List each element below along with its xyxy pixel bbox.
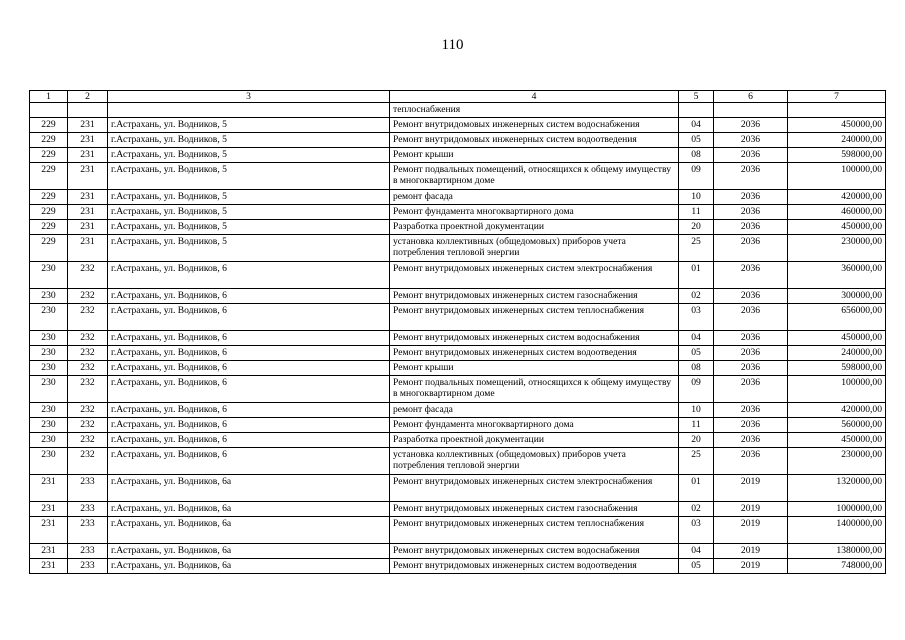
table-row xyxy=(30,361,886,376)
work-code-cell: 20 xyxy=(679,220,714,235)
row-number: 231 xyxy=(30,475,68,502)
table-row xyxy=(30,235,886,262)
address-cell: г.Астрахань, ул. Водников, 6 xyxy=(108,433,390,448)
work-type-cell: установка коллективных (общедомовых) приборов учета потребления тепловой энергии xyxy=(390,448,679,475)
row-number: 231 xyxy=(30,502,68,517)
object-id: 233 xyxy=(68,475,108,502)
year-cell: 2036 xyxy=(714,418,788,433)
cost-cell: 748000,00 xyxy=(788,559,886,574)
cost-cell: 1320000,00 xyxy=(788,475,886,502)
table-row xyxy=(30,289,886,304)
year-cell: 2036 xyxy=(714,289,788,304)
row-number: 229 xyxy=(30,220,68,235)
address-cell: г.Астрахань, ул. Водников, 6 xyxy=(108,331,390,346)
row-number: 230 xyxy=(30,376,68,403)
cost-cell: 360000,00 xyxy=(788,262,886,289)
year-cell: 2036 xyxy=(714,205,788,220)
year-cell: 2036 xyxy=(714,163,788,190)
table-row xyxy=(30,544,886,559)
object-id: 232 xyxy=(68,289,108,304)
work-type-cell: Ремонт внутридомовых инженерных систем газоснабжения xyxy=(390,289,679,304)
work-type-cell: Ремонт крыши xyxy=(390,148,679,163)
row-number: 230 xyxy=(30,361,68,376)
address-cell: г.Астрахань, ул. Водников, 6а xyxy=(108,544,390,559)
object-id: 233 xyxy=(68,517,108,544)
address-cell: г.Астрахань, ул. Водников, 6а xyxy=(108,475,390,502)
work-type-cell: Ремонт внутридомовых инженерных систем водоотведения xyxy=(390,133,679,148)
row-number: 231 xyxy=(30,517,68,544)
work-code-cell: 03 xyxy=(679,304,714,331)
row-number: 230 xyxy=(30,289,68,304)
cost-cell: 598000,00 xyxy=(788,148,886,163)
work-type-cell: Ремонт внутридомовых инженерных систем водоснабжения xyxy=(390,544,679,559)
continuation-row xyxy=(30,103,886,118)
object-id: 232 xyxy=(68,376,108,403)
table-row xyxy=(30,502,886,517)
row-number: 230 xyxy=(30,403,68,418)
address-cell: г.Астрахань, ул. Водников, 6а xyxy=(108,559,390,574)
cost-cell: 450000,00 xyxy=(788,118,886,133)
cost-cell: 460000,00 xyxy=(788,205,886,220)
address-cell: г.Астрахань, ул. Водников, 6 xyxy=(108,448,390,475)
object-id: 232 xyxy=(68,361,108,376)
column-header: 1 xyxy=(30,91,68,103)
table-row xyxy=(30,475,886,502)
row-number: 230 xyxy=(30,418,68,433)
row-number: 229 xyxy=(30,163,68,190)
table-row xyxy=(30,220,886,235)
table-row xyxy=(30,118,886,133)
object-id: 232 xyxy=(68,433,108,448)
address-cell: г.Астрахань, ул. Водников, 5 xyxy=(108,220,390,235)
object-id: 231 xyxy=(68,163,108,190)
table-row xyxy=(30,148,886,163)
table-row xyxy=(30,205,886,220)
work-code-cell: 04 xyxy=(679,331,714,346)
work-code-cell: 04 xyxy=(679,544,714,559)
address-cell: г.Астрахань, ул. Водников, 6 xyxy=(108,376,390,403)
object-id: 232 xyxy=(68,403,108,418)
work-type-cell: ремонт фасада xyxy=(390,403,679,418)
year-cell: 2019 xyxy=(714,517,788,544)
address-cell: г.Астрахань, ул. Водников, 5 xyxy=(108,133,390,148)
year-cell: 2036 xyxy=(714,361,788,376)
cost-cell: 560000,00 xyxy=(788,418,886,433)
address-cell: г.Астрахань, ул. Водников, 6 xyxy=(108,346,390,361)
work-code-cell: 09 xyxy=(679,376,714,403)
work-code-cell: 08 xyxy=(679,148,714,163)
cost-cell: 420000,00 xyxy=(788,190,886,205)
work-code-cell: 05 xyxy=(679,559,714,574)
address-cell: г.Астрахань, ул. Водников, 6 xyxy=(108,403,390,418)
work-code-cell: 11 xyxy=(679,418,714,433)
year-cell: 2036 xyxy=(714,220,788,235)
work-code-cell: 05 xyxy=(679,346,714,361)
object-id: 231 xyxy=(68,148,108,163)
cost-cell: 100000,00 xyxy=(788,163,886,190)
object-id: 233 xyxy=(68,544,108,559)
year-cell: 2019 xyxy=(714,475,788,502)
year-cell: 2036 xyxy=(714,448,788,475)
cost-cell: 300000,00 xyxy=(788,289,886,304)
object-id: 232 xyxy=(68,448,108,475)
work-code-cell: 09 xyxy=(679,163,714,190)
year-cell: 2036 xyxy=(714,118,788,133)
address-cell: г.Астрахань, ул. Водников, 6 xyxy=(108,418,390,433)
column-header: 3 xyxy=(108,91,390,103)
cost-cell: 598000,00 xyxy=(788,361,886,376)
year-cell: 2036 xyxy=(714,331,788,346)
row-number: 231 xyxy=(30,544,68,559)
table-row xyxy=(30,190,886,205)
address-cell: г.Астрахань, ул. Водников, 6 xyxy=(108,289,390,304)
table-row xyxy=(30,376,886,403)
work-type-cell: Ремонт внутридомовых инженерных систем электроснабжения xyxy=(390,475,679,502)
work-type-cell: Разработка проектной документации xyxy=(390,220,679,235)
cost-cell: 1000000,00 xyxy=(788,502,886,517)
table-row xyxy=(30,403,886,418)
object-id: 231 xyxy=(68,118,108,133)
object-id: 231 xyxy=(68,220,108,235)
cost-cell: 450000,00 xyxy=(788,331,886,346)
address-cell: г.Астрахань, ул. Водников, 5 xyxy=(108,205,390,220)
cost-cell: 1400000,00 xyxy=(788,517,886,544)
cost-cell: 656000,00 xyxy=(788,304,886,331)
year-cell: 2036 xyxy=(714,133,788,148)
cost-cell: 450000,00 xyxy=(788,433,886,448)
object-id: 231 xyxy=(68,190,108,205)
table-row xyxy=(30,559,886,574)
row-number: 229 xyxy=(30,118,68,133)
table-row xyxy=(30,331,886,346)
column-header: 4 xyxy=(390,91,679,103)
year-cell: 2036 xyxy=(714,433,788,448)
address-cell: г.Астрахань, ул. Водников, 5 xyxy=(108,190,390,205)
address-cell: г.Астрахань, ул. Водников, 5 xyxy=(108,148,390,163)
object-id: 232 xyxy=(68,346,108,361)
work-type-cell: ремонт фасада xyxy=(390,190,679,205)
continuation-text: теплоснабжения xyxy=(390,103,679,118)
cost-cell: 450000,00 xyxy=(788,220,886,235)
year-cell: 2036 xyxy=(714,346,788,361)
column-number-row xyxy=(30,91,886,103)
work-code-cell: 11 xyxy=(679,205,714,220)
year-cell: 2036 xyxy=(714,235,788,262)
cost-cell: 240000,00 xyxy=(788,133,886,148)
work-type-cell: Ремонт внутридомовых инженерных систем водоснабжения xyxy=(390,118,679,133)
table-row xyxy=(30,418,886,433)
page-number: 110 xyxy=(441,37,464,53)
row-number: 229 xyxy=(30,205,68,220)
work-type-cell: Ремонт внутридомовых инженерных систем водоотведения xyxy=(390,346,679,361)
table-row xyxy=(30,262,886,289)
work-type-cell: Ремонт фундамента многоквартирного дома xyxy=(390,205,679,220)
address-cell: г.Астрахань, ул. Водников, 5 xyxy=(108,235,390,262)
year-cell: 2036 xyxy=(714,148,788,163)
work-type-cell: Ремонт внутридомовых инженерных систем газоснабжения xyxy=(390,502,679,517)
column-header: 2 xyxy=(68,91,108,103)
row-number: 230 xyxy=(30,346,68,361)
work-type-cell: Ремонт внутридомовых инженерных систем водоснабжения xyxy=(390,331,679,346)
row-number: 229 xyxy=(30,190,68,205)
row-number: 229 xyxy=(30,133,68,148)
object-id: 232 xyxy=(68,331,108,346)
work-type-cell: Ремонт подвальных помещений, относящихся к общему имуществу в многоквартирном доме xyxy=(390,376,679,403)
address-cell: г.Астрахань, ул. Водников, 5 xyxy=(108,163,390,190)
cost-cell: 230000,00 xyxy=(788,448,886,475)
cost-cell: 100000,00 xyxy=(788,376,886,403)
table-row xyxy=(30,433,886,448)
column-header: 7 xyxy=(788,91,886,103)
row-number: 230 xyxy=(30,331,68,346)
table-row xyxy=(30,517,886,544)
year-cell: 2036 xyxy=(714,262,788,289)
work-code-cell: 20 xyxy=(679,433,714,448)
object-id: 232 xyxy=(68,418,108,433)
work-code-cell: 03 xyxy=(679,517,714,544)
cost-cell: 420000,00 xyxy=(788,403,886,418)
work-type-cell: Ремонт фундамента многоквартирного дома xyxy=(390,418,679,433)
table-row xyxy=(30,133,886,148)
object-id: 232 xyxy=(68,262,108,289)
work-code-cell: 25 xyxy=(679,235,714,262)
work-type-cell: Ремонт внутридомовых инженерных систем электроснабжения xyxy=(390,262,679,289)
year-cell: 2036 xyxy=(714,376,788,403)
cost-cell: 1380000,00 xyxy=(788,544,886,559)
column-header: 5 xyxy=(679,91,714,103)
row-number: 229 xyxy=(30,148,68,163)
work-type-cell: установка коллективных (общедомовых) приборов учета потребления тепловой энергии xyxy=(390,235,679,262)
object-id: 232 xyxy=(68,304,108,331)
address-cell: г.Астрахань, ул. Водников, 6 xyxy=(108,304,390,331)
table-row xyxy=(30,346,886,361)
work-code-cell: 05 xyxy=(679,133,714,148)
object-id: 231 xyxy=(68,133,108,148)
work-code-cell: 25 xyxy=(679,448,714,475)
work-code-cell: 02 xyxy=(679,502,714,517)
year-cell: 2036 xyxy=(714,403,788,418)
year-cell: 2019 xyxy=(714,544,788,559)
table-row xyxy=(30,163,886,190)
cost-cell: 240000,00 xyxy=(788,346,886,361)
work-code-cell: 01 xyxy=(679,475,714,502)
address-cell: г.Астрахань, ул. Водников, 6а xyxy=(108,502,390,517)
year-cell: 2036 xyxy=(714,190,788,205)
row-number: 229 xyxy=(30,235,68,262)
work-code-cell: 01 xyxy=(679,262,714,289)
object-id: 233 xyxy=(68,502,108,517)
address-cell: г.Астрахань, ул. Водников, 5 xyxy=(108,118,390,133)
work-type-cell: Ремонт крыши xyxy=(390,361,679,376)
work-type-cell: Ремонт подвальных помещений, относящихся к общему имуществу в многоквартирном доме xyxy=(390,163,679,190)
table-row xyxy=(30,304,886,331)
work-code-cell: 04 xyxy=(679,118,714,133)
work-type-cell: Ремонт внутридомовых инженерных систем теплоснабжения xyxy=(390,304,679,331)
work-type-cell: Разработка проектной документации xyxy=(390,433,679,448)
object-id: 233 xyxy=(68,559,108,574)
row-number: 230 xyxy=(30,448,68,475)
year-cell: 2036 xyxy=(714,304,788,331)
work-code-cell: 10 xyxy=(679,403,714,418)
work-code-cell: 02 xyxy=(679,289,714,304)
column-header: 6 xyxy=(714,91,788,103)
row-number: 231 xyxy=(30,559,68,574)
address-cell: г.Астрахань, ул. Водников, 6 xyxy=(108,361,390,376)
year-cell: 2019 xyxy=(714,559,788,574)
work-code-cell: 10 xyxy=(679,190,714,205)
year-cell: 2019 xyxy=(714,502,788,517)
row-number: 230 xyxy=(30,304,68,331)
table-row xyxy=(30,448,886,475)
address-cell: г.Астрахань, ул. Водников, 6а xyxy=(108,517,390,544)
work-code-cell: 08 xyxy=(679,361,714,376)
row-number: 230 xyxy=(30,433,68,448)
repair-schedule-table xyxy=(29,90,886,574)
row-number: 230 xyxy=(30,262,68,289)
work-type-cell: Ремонт внутридомовых инженерных систем теплоснабжения xyxy=(390,517,679,544)
object-id: 231 xyxy=(68,235,108,262)
cost-cell: 230000,00 xyxy=(788,235,886,262)
address-cell: г.Астрахань, ул. Водников, 6 xyxy=(108,262,390,289)
work-type-cell: Ремонт внутридомовых инженерных систем водоотведения xyxy=(390,559,679,574)
object-id: 231 xyxy=(68,205,108,220)
